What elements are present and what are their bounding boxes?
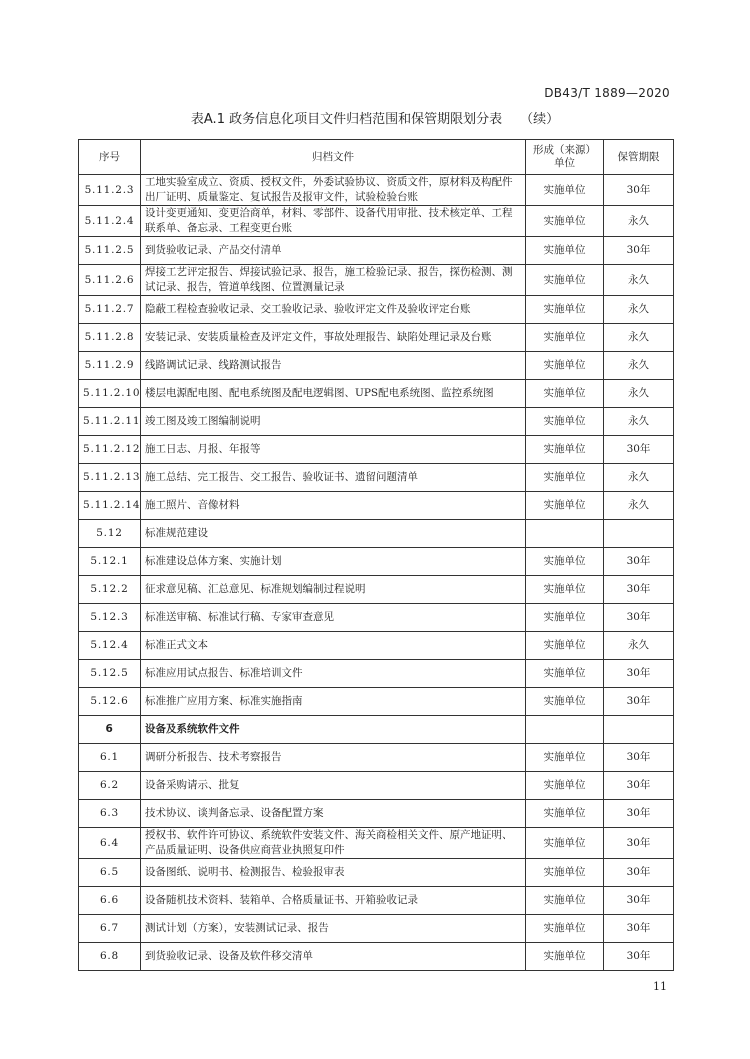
retention-cell: 永久: [604, 492, 674, 520]
serial-cell: 5.11.2.13: [79, 464, 141, 492]
retention-cell: 30年: [604, 859, 674, 887]
document-cell: 标准规范建设: [141, 520, 526, 548]
table-row: [79, 688, 674, 716]
table-row: [79, 548, 674, 576]
table-row: [79, 915, 674, 943]
source-unit-cell: 实施单位: [526, 943, 604, 971]
table-body: [79, 175, 674, 971]
table-header-row: [79, 140, 674, 175]
serial-cell: 5.12.3: [79, 604, 141, 632]
table-row: [79, 887, 674, 915]
document-cell: 楼层电源配电图、配电系统图及配电逻辑图、UPS配电系统图、监控系统图: [141, 380, 526, 408]
retention-cell: 永久: [604, 380, 674, 408]
table-row: [79, 206, 674, 237]
source-unit-cell: 实施单位: [526, 828, 604, 859]
serial-cell: 5.11.2.10: [79, 380, 141, 408]
retention-cell: 30年: [604, 800, 674, 828]
document-cell: 线路调试记录、线路测试报告: [141, 352, 526, 380]
retention-cell: 30年: [604, 604, 674, 632]
retention-cell: 30年: [604, 237, 674, 265]
serial-cell: 6.6: [79, 887, 141, 915]
serial-cell: 6.4: [79, 828, 141, 859]
table-row: [79, 800, 674, 828]
table-row: [79, 175, 674, 206]
document-cell: 标准送审稿、标准试行稿、专家审查意见: [141, 604, 526, 632]
document-cell: 标准建设总体方案、实施计划: [141, 548, 526, 576]
serial-cell: 5.12: [79, 520, 141, 548]
serial-cell: 5.12.5: [79, 660, 141, 688]
retention-cell: 永久: [604, 632, 674, 660]
serial-cell: 5.11.2.5: [79, 237, 141, 265]
document-cell: 焊接工艺评定报告、焊接试验记录、报告，施工检验记录、报告，探伤检测、测试记录、报告，管道单线图、位置测量记录: [141, 265, 526, 296]
source-unit-cell: 实施单位: [526, 800, 604, 828]
serial-cell: 6.5: [79, 859, 141, 887]
document-cell: 测试计划（方案），安装测试记录、报告: [141, 915, 526, 943]
source-unit-cell: 实施单位: [526, 237, 604, 265]
serial-cell: 5.12.1: [79, 548, 141, 576]
table-row: [79, 604, 674, 632]
serial-cell: 5.12.4: [79, 632, 141, 660]
source-unit-cell: 实施单位: [526, 744, 604, 772]
retention-cell: 30年: [604, 548, 674, 576]
retention-cell: 30年: [604, 175, 674, 206]
retention-cell: 永久: [604, 296, 674, 324]
serial-cell: 5.11.2.7: [79, 296, 141, 324]
retention-cell: [604, 716, 674, 744]
source-unit-cell: 实施单位: [526, 915, 604, 943]
retention-cell: 30年: [604, 887, 674, 915]
source-unit-cell: 实施单位: [526, 859, 604, 887]
continued-label: （续）: [520, 112, 560, 127]
header-serial: 序号: [79, 140, 141, 175]
table-row: [79, 237, 674, 265]
source-unit-cell: 实施单位: [526, 352, 604, 380]
header-retention: 保管期限: [604, 140, 674, 175]
retention-cell: 30年: [604, 828, 674, 859]
source-unit-cell: 实施单位: [526, 436, 604, 464]
source-unit-cell: 实施单位: [526, 548, 604, 576]
retention-cell: 30年: [604, 688, 674, 716]
retention-cell: [604, 520, 674, 548]
document-cell: 设备随机技术资料、装箱单、合格质量证书、开箱验收记录: [141, 887, 526, 915]
document-cell: 技术协议、谈判备忘录、设备配置方案: [141, 800, 526, 828]
document-cell: 隐蔽工程检查验收记录、交工验收记录、验收评定文件及验收评定台账: [141, 296, 526, 324]
document-cell: 到货验收记录、产品交付清单: [141, 237, 526, 265]
source-unit-cell: 实施单位: [526, 324, 604, 352]
table-row: [79, 716, 674, 744]
retention-cell: 30年: [604, 660, 674, 688]
document-cell: 工地实验室成立、资质、授权文件，外委试验协议、资质文件，原材料及构配件出厂证明、质量鉴定、复试报告及报审文件，试验检验台账: [141, 175, 526, 206]
source-unit-cell: 实施单位: [526, 688, 604, 716]
document-cell: 施工日志、月报、年报等: [141, 436, 526, 464]
standard-code: DB43/T 1889—2020: [544, 86, 670, 100]
retention-cell: 30年: [604, 576, 674, 604]
table-caption: [0, 108, 750, 127]
table-row: [79, 632, 674, 660]
document-cell: 设备采购请示、批复: [141, 772, 526, 800]
retention-cell: 永久: [604, 352, 674, 380]
serial-cell: 5.12.6: [79, 688, 141, 716]
document-cell: 到货验收记录、设备及软件移交清单: [141, 943, 526, 971]
retention-cell: 永久: [604, 206, 674, 237]
table-row: [79, 464, 674, 492]
retention-cell: 30年: [604, 436, 674, 464]
serial-cell: 6: [79, 716, 141, 744]
document-cell: 标准正式文本: [141, 632, 526, 660]
document-cell: 调研分析报告、技术考察报告: [141, 744, 526, 772]
table-row: [79, 576, 674, 604]
header-source-unit: 形成（来源）单位: [526, 140, 604, 175]
serial-cell: 5.11.2.9: [79, 352, 141, 380]
retention-cell: 永久: [604, 265, 674, 296]
serial-cell: 6.2: [79, 772, 141, 800]
document-cell: 设计变更通知、变更洽商单，材料、零部件、设备代用审批、技术核定单、工程联系单、备忘录、工程变更台账: [141, 206, 526, 237]
document-cell: 标准推广应用方案、标准实施指南: [141, 688, 526, 716]
document-cell: 施工照片、音像材料: [141, 492, 526, 520]
serial-cell: 5.11.2.11: [79, 408, 141, 436]
retention-cell: 30年: [604, 943, 674, 971]
table-row: [79, 436, 674, 464]
header-document: 归档文件: [141, 140, 526, 175]
table-row: [79, 520, 674, 548]
retention-cell: 永久: [604, 408, 674, 436]
document-cell: 标准应用试点报告、标准培训文件: [141, 660, 526, 688]
serial-cell: 6.7: [79, 915, 141, 943]
source-unit-cell: [526, 716, 604, 744]
document-cell: 设备及系统软件文件: [141, 716, 526, 744]
retention-cell: 永久: [604, 324, 674, 352]
source-unit-cell: 实施单位: [526, 296, 604, 324]
table-row: [79, 380, 674, 408]
table-title: 表A.1 政务信息化项目文件归档范围和保管期限划分表: [190, 112, 503, 127]
source-unit-cell: 实施单位: [526, 604, 604, 632]
source-unit-cell: 实施单位: [526, 380, 604, 408]
serial-cell: 5.11.2.14: [79, 492, 141, 520]
source-unit-cell: 实施单位: [526, 492, 604, 520]
table-row: [79, 660, 674, 688]
source-unit-cell: 实施单位: [526, 265, 604, 296]
page-number: 11: [653, 980, 667, 993]
table-row: [79, 296, 674, 324]
table-row: [79, 859, 674, 887]
table-row: [79, 492, 674, 520]
table-row: [79, 943, 674, 971]
serial-cell: 5.11.2.4: [79, 206, 141, 237]
document-cell: 安装记录、安装质量检查及评定文件，事故处理报告、缺陷处理记录及台账: [141, 324, 526, 352]
table-row: [79, 408, 674, 436]
source-unit-cell: 实施单位: [526, 464, 604, 492]
retention-cell: 永久: [604, 464, 674, 492]
source-unit-cell: 实施单位: [526, 408, 604, 436]
table-row: [79, 744, 674, 772]
archive-table: [78, 139, 674, 971]
source-unit-cell: 实施单位: [526, 576, 604, 604]
table-row: [79, 772, 674, 800]
serial-cell: 5.12.2: [79, 576, 141, 604]
document-cell: 竣工图及竣工图编制说明: [141, 408, 526, 436]
source-unit-cell: 实施单位: [526, 206, 604, 237]
source-unit-cell: 实施单位: [526, 772, 604, 800]
table-row: [79, 352, 674, 380]
table-row: [79, 265, 674, 296]
source-unit-cell: 实施单位: [526, 660, 604, 688]
serial-cell: 5.11.2.3: [79, 175, 141, 206]
serial-cell: 5.11.2.6: [79, 265, 141, 296]
document-cell: 施工总结、完工报告、交工报告、验收证书、遗留问题清单: [141, 464, 526, 492]
source-unit-cell: 实施单位: [526, 887, 604, 915]
serial-cell: 6.3: [79, 800, 141, 828]
source-unit-cell: 实施单位: [526, 632, 604, 660]
source-unit-cell: [526, 520, 604, 548]
retention-cell: 30年: [604, 772, 674, 800]
table-row: [79, 828, 674, 859]
retention-cell: 30年: [604, 915, 674, 943]
source-unit-cell: 实施单位: [526, 175, 604, 206]
serial-cell: 5.11.2.12: [79, 436, 141, 464]
serial-cell: 6.8: [79, 943, 141, 971]
document-cell: 授权书、软件许可协议、系统软件安装文件、海关商检相关文件、原产地证明、产品质量证明、设备供应商营业执照复印件: [141, 828, 526, 859]
retention-cell: 30年: [604, 744, 674, 772]
table-row: [79, 324, 674, 352]
document-cell: 征求意见稿、汇总意见、标准规划编制过程说明: [141, 576, 526, 604]
serial-cell: 6.1: [79, 744, 141, 772]
document-cell: 设备图纸、说明书、检测报告、检验报审表: [141, 859, 526, 887]
serial-cell: 5.11.2.8: [79, 324, 141, 352]
